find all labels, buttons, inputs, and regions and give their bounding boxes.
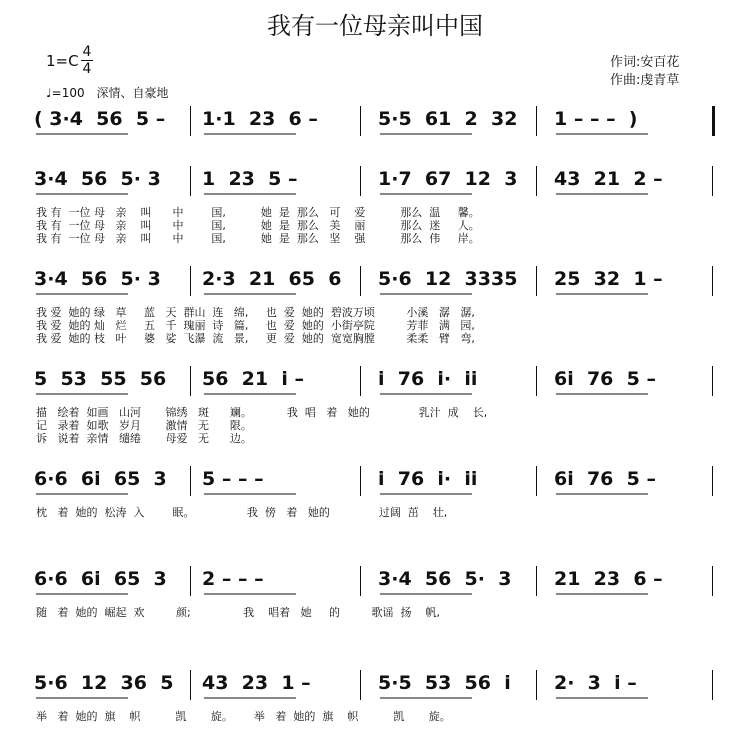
- measure: 3·4 56 5· 3: [34, 168, 161, 190]
- measure: 43 21 2 –: [554, 168, 663, 190]
- tempo-value: ♩=100: [46, 86, 85, 100]
- measure: 2·3 21 65 6: [202, 268, 342, 290]
- lyric-line: 我 有 一位 母 亲 叫 中 国, 她 是 那么 可 爱 那么 温 馨。: [36, 206, 480, 219]
- time-numerator: 4: [82, 44, 92, 60]
- song-title: 我有一位母亲叫中国: [267, 12, 483, 40]
- measure: 6i 76 5 –: [554, 368, 656, 390]
- measure: 5 53 55 56: [34, 368, 167, 390]
- measure: 6·6 6i 65 3: [34, 468, 167, 490]
- measure: 5·5 53 56 i: [378, 672, 511, 694]
- lyric-line: 举 着 她的 旗 帜 凯 旋。 举 着 她的 旗 帜 凯 旋。: [36, 710, 451, 723]
- beam-lines: [0, 672, 750, 712]
- measure: ( 3·4 56 5 –: [34, 108, 166, 130]
- measure: 1 23 5 –: [202, 168, 298, 190]
- measure: i 76 i· ii: [378, 368, 478, 390]
- measure: 25 32 1 –: [554, 268, 663, 290]
- measure: i 76 i· ii: [378, 468, 478, 490]
- measure: 5·5 61 2 32: [378, 108, 518, 130]
- beam-lines: [0, 568, 750, 608]
- lyric-line: 我 有 一位 母 亲 叫 中 国, 她 是 那么 坚 强 那么 伟 岸。: [36, 232, 480, 245]
- measure: 1·7 67 12 3: [378, 168, 518, 190]
- lyric-line: 描 绘着 如画 山河 锦绣 斑 斓。 我 唱 着 她的 乳汁 成 长,: [36, 406, 488, 419]
- measure: 5 – – –: [202, 468, 264, 490]
- time-denominator: 4: [82, 61, 92, 77]
- measure: 3·4 56 5· 3: [34, 268, 161, 290]
- beam-lines: [0, 368, 750, 408]
- measure: 3·4 56 5· 3: [378, 568, 512, 590]
- beam-lines: [0, 168, 750, 208]
- tempo-marking: [46, 84, 168, 101]
- lyric-line: 枕 着 她的 松涛 入 眠。 我 傍 着 她的 过阔 茁 壮,: [36, 506, 448, 519]
- lyric-line: 随 着 她的 崛起 欢 颜; 我 唱着 她 的 歌谣 扬 帆,: [36, 606, 440, 619]
- measure: 2 – – –: [202, 568, 264, 590]
- measure: 1 – – – ): [554, 108, 638, 130]
- measure: 43 23 1 –: [202, 672, 311, 694]
- beam-lines: [0, 108, 750, 148]
- beam-lines: [0, 468, 750, 508]
- credits: [610, 54, 679, 90]
- lyric-line: 我 爱 她的 绿 草 蓝 天 群山 连 绵, 也 爱 她的 碧波万顷 小溪 潺 潺,: [36, 306, 475, 319]
- measure: 5·6 12 36 5: [34, 672, 174, 694]
- measure: 56 21 i –: [202, 368, 304, 390]
- measure: 21 23 6 –: [554, 568, 663, 590]
- time-signature: [80, 44, 94, 77]
- expression-marking: 深情、自豪地: [96, 86, 169, 100]
- measure: 6·6 6i 65 3: [34, 568, 167, 590]
- composer-credit: 作曲:虔青草: [610, 73, 680, 88]
- beam-lines: [0, 268, 750, 308]
- measure: 1·1 23 6 –: [202, 108, 318, 130]
- measure: 6i 76 5 –: [554, 468, 656, 490]
- key-signature: 1=C: [46, 52, 79, 70]
- measure: 5·6 12 3335: [378, 268, 518, 290]
- lyric-line: 我 爱 她的 枝 叶 婆 娑 飞瀑 流 景, 更 爱 她的 宽宽胸膛 柔柔 臂 弯,: [36, 332, 475, 345]
- lyric-line: 我 有 一位 母 亲 叫 中 国, 她 是 那么 美 丽 那么 迷 人。: [36, 219, 480, 232]
- lyric-line: 我 爱 她的 灿 烂 五 千 瑰丽 诗 篇, 也 爱 她的 小街亭院 芳菲 满 园,: [36, 319, 475, 332]
- measure: 2· 3 i –: [554, 672, 637, 694]
- lyric-line: 记 录着 如歌 岁月 激情 无 限。: [36, 419, 252, 432]
- lyricist-credit: 作词:安百花: [610, 55, 680, 70]
- lyric-line: 诉 说着 亲情 缱绻 母爱 无 边。: [36, 432, 252, 445]
